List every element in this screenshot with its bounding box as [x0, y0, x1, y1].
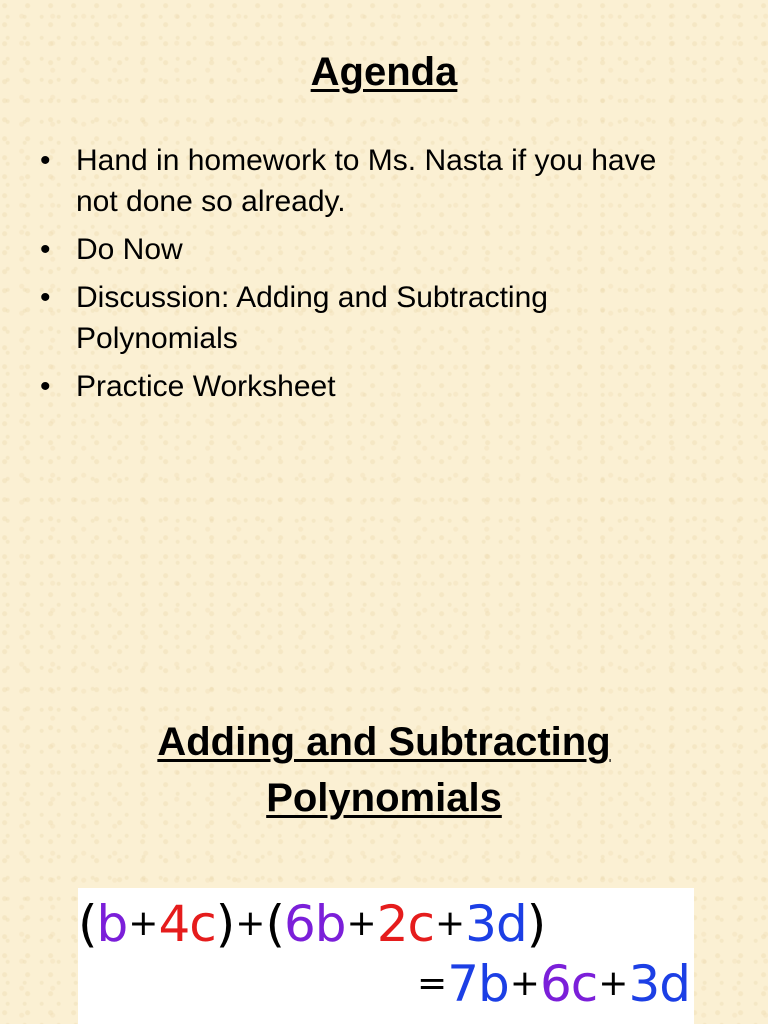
equation-term: +	[235, 903, 265, 944]
equation-term: (	[78, 895, 97, 953]
equation-term: 6b	[283, 895, 346, 953]
agenda-item-worksheet	[40, 366, 690, 407]
agenda-item-do-now	[40, 229, 690, 270]
bullet-icon: •	[40, 144, 51, 177]
agenda-item-text: Discussion: Adding and Subtracting Polynomials	[76, 281, 548, 355]
equation-term: (	[265, 895, 284, 953]
agenda-item-text: Practice Worksheet	[76, 370, 336, 403]
equation-term: +	[435, 903, 465, 944]
equation-term: 3d	[465, 895, 527, 953]
equation-term: b	[96, 895, 128, 953]
equation-term: 2c	[376, 895, 434, 953]
agenda-title: Agenda	[310, 50, 458, 94]
equation-term: 7b	[447, 955, 509, 1013]
equation-image	[78, 888, 694, 1024]
section-title	[0, 714, 768, 826]
agenda-item-text: Hand in homework to Ms. Nasta if you have not done so already.	[76, 144, 657, 218]
agenda-item-text: Do Now	[76, 233, 183, 266]
equation-term: 6c	[539, 955, 598, 1013]
bullet-icon: •	[40, 281, 51, 314]
equation-term: 3d	[628, 955, 690, 1013]
agenda-item-homework	[40, 140, 690, 222]
equation-result-line	[416, 954, 690, 1014]
equation-term: )	[215, 895, 235, 953]
section-title-line-1: Adding and Subtracting	[157, 720, 611, 764]
section-title-line-2: Polynomials	[266, 776, 502, 820]
equation-line-1	[78, 894, 545, 954]
equation-term: )	[526, 895, 546, 953]
equation-term: =	[417, 963, 447, 1004]
equation-term: +	[128, 903, 158, 944]
bullet-icon: •	[40, 370, 51, 403]
equation-term: +	[598, 963, 628, 1004]
equation-term: +	[346, 903, 376, 944]
equation-term: +	[509, 963, 539, 1004]
equation-term: 4c	[158, 895, 216, 953]
agenda-list	[40, 140, 690, 414]
bullet-icon: •	[40, 233, 51, 266]
agenda-item-discussion	[40, 277, 690, 359]
